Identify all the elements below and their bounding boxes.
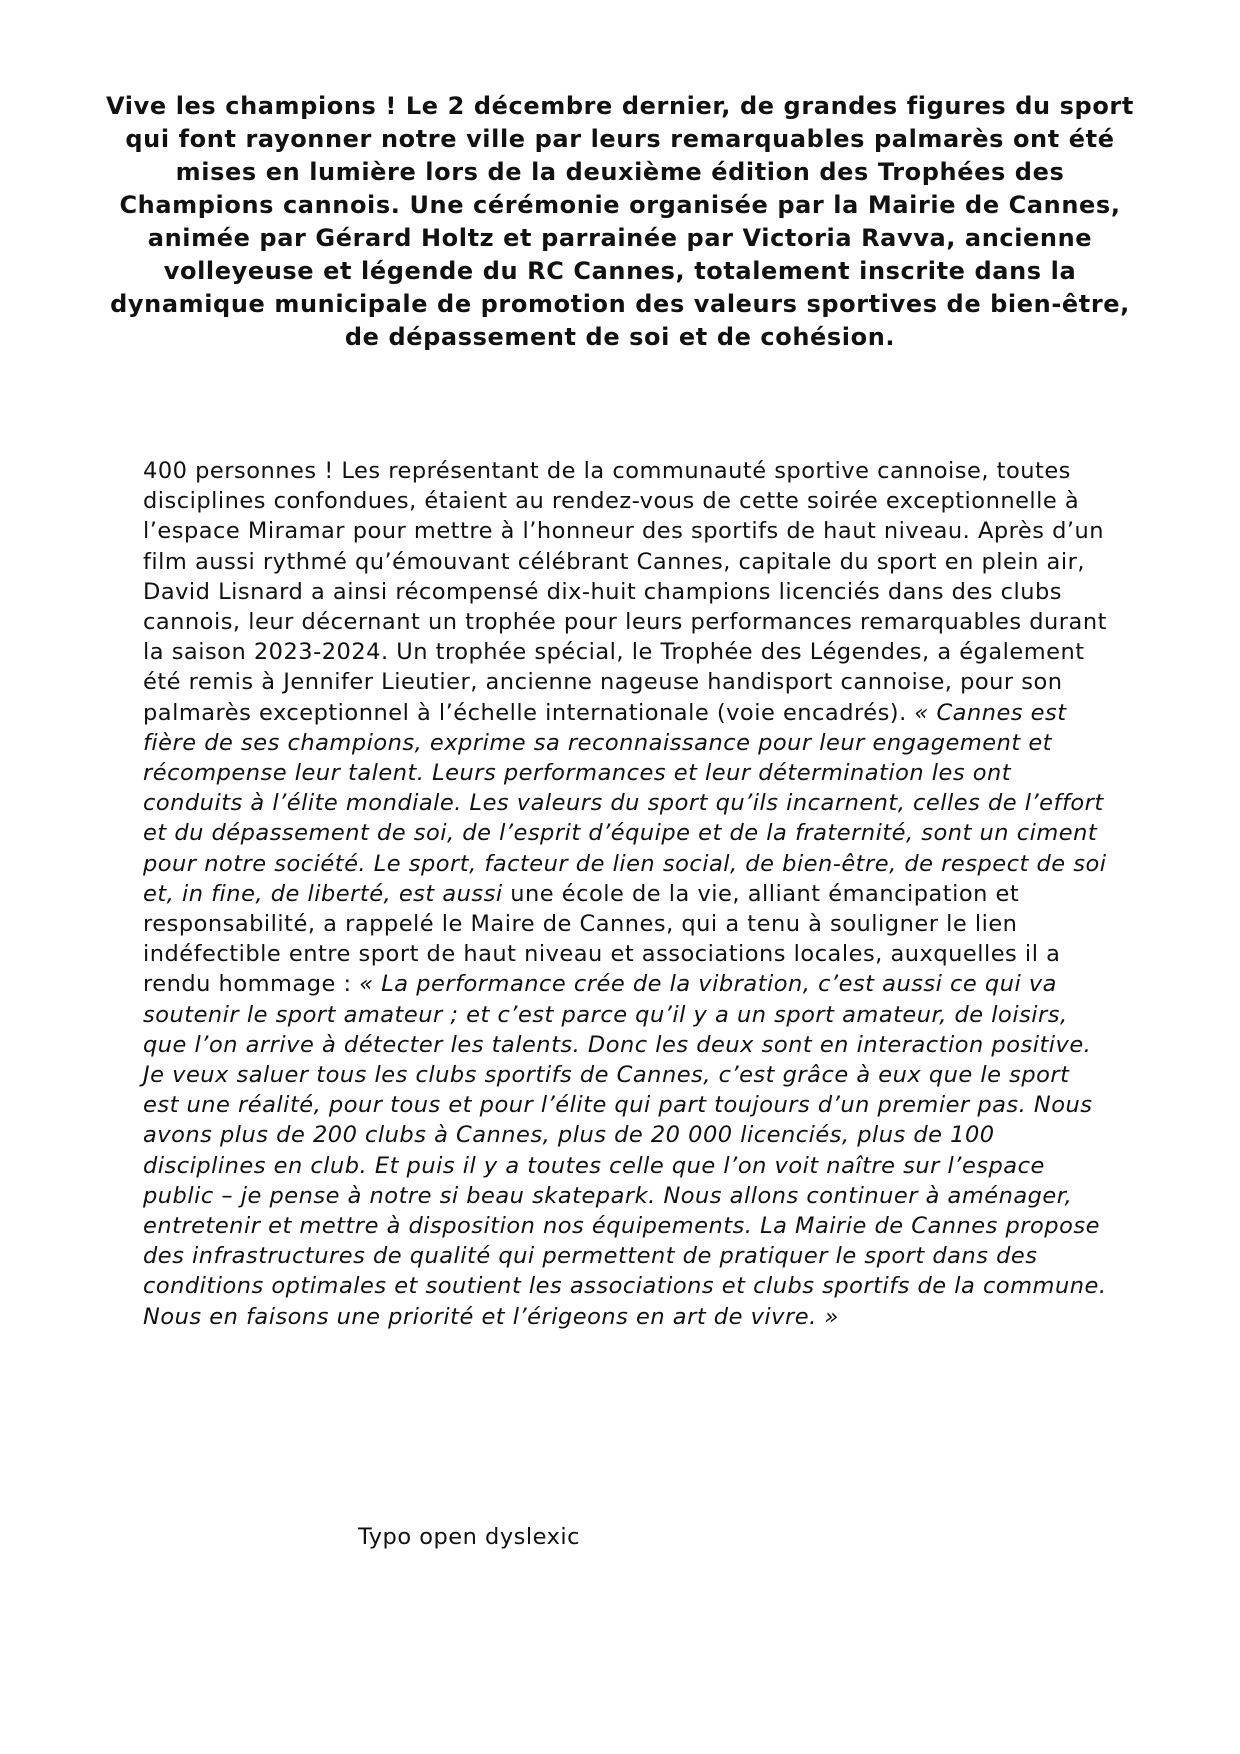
article-lead: Vive les champions ! Le 2 décembre dernier, de grandes figures du sport qui font rayonner notre ville par leurs remarquables palmarès ont été mises en lumière lors de la deuxième édition des Trophées des Champions cannois. Une cérémonie organisée par la Mairie de Cannes, animée par Gérard Holtz et parrainée par Victoria Ravva, ancienne volleyeuse et légende du RC Cannes, totalement inscrite dans la dynamique municipale de promotion des valeurs sportives de bien-être, de dépassement de soi et de cohésion.	[106, 92, 1134, 351]
body-quote-mayor: « La performance crée de la vibration, c’est aussi ce qui va soutenir le sport amateur ; et c’est parce qu’il y a un sport amateur, de loisirs, que l’on arrive à détecter les talents. Donc les deux sont en interaction positive. Je veux saluer tous les clubs sportifs de Cannes, c’est grâce à eux que le sport est une réalité, pour tous et pour l’élite qui part toujours d’un premier pas. Nous avons plus de 200 clubs à Cannes, plus de 20 000 licenciés, plus de 100 disciplines en club. Et puis il y a toutes celle que l’on voit naître sur l’espace public – je pense à notre si beau skatepark. Nous allons continuer à aménager, entretenir et mettre à disposition nos équipements. La Mairie de Cannes propose des infrastructures de qualité qui permettent de pratiquer le sport dans des conditions optimales et soutient les associations et clubs sportifs de la commune. Nous en faisons une priorité et l’érigeons en art de vivre. »	[143, 971, 1107, 1330]
body-intro: 400 personnes ! Les représentant de la communauté sportive cannoise, toutes disciplines confondues, étaient au rendez-vous de cette soirée exceptionnelle à l’espace Miramar pour mettre à l’honneur des sportifs de haut niveau. Après d’un film aussi rythmé qu’émouvant célébrant Cannes, capitale du sport en plein air, David Lisnard a ainsi récompensé dix-huit champions licenciés dans des clubs cannois, leur décernant un trophée pour leurs performances remarquables durant la saison 2023-2024. Un trophée spécial, le Trophée des Légendes, a également été remis à Jennifer Lieutier, ancienne nageuse handisport cannoise, pour son palmarès exceptionnel à l’échelle internationale (voie encadrés).	[143, 458, 1107, 726]
body-quote-champions: « Cannes est fière de ses champions, exprime sa reconnaissance pour leur engagement et récompense leur talent. Leurs performances et leur détermination les ont conduits à l’élite mondiale. Les valeurs du sport qu’ils incarnent, celles de l’effort et du dépassement de soi, de l’esprit d’équipe et de la fraternité, sont un ciment pour notre société. Le sport, facteur de lien social, de bien-être, de respect de soi et, in fine, de liberté, est aussi	[143, 699, 1107, 907]
body-middle: une école de la vie, alliant émancipation et responsabilité, a rappelé le Maire de Cannes, qui a tenu à souligner le lien indéfectible entre sport de haut niveau et associations locales, auxquelles il a rendu hommage :	[143, 880, 1061, 998]
article-body	[143, 456, 1108, 1332]
font-note: Typo open dyslexic	[358, 1524, 581, 1550]
